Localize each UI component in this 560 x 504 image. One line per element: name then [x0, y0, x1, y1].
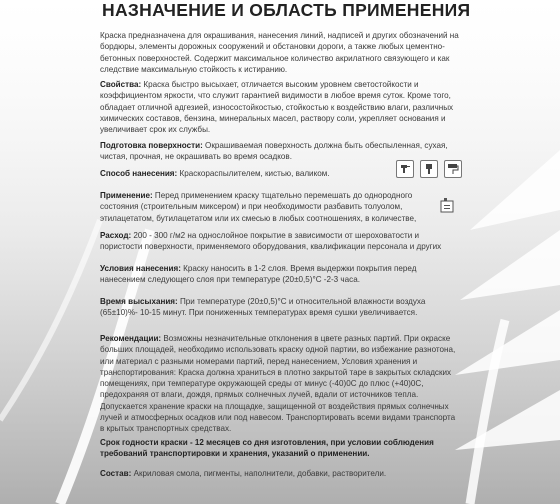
method-label: Способ нанесения: — [100, 169, 178, 178]
intro-paragraph: Краска предназначена для окрашивания, нанесения линий, надписей и других обозначений на бордюры, элементы дорожных сооружений и обстановки дороги, а также любых цементно-бетонных поверхностей. Содержит максимальное количество акрилатного связующего и как следствие максимальную стойкость к истиранию. — [100, 31, 459, 74]
recommendations-text: Возможны незначительные отклонения в цвете разных партий. При окраске больших площадей, необходимо использовать краску одной партии, во избежание разнотона, или материал с разными номерами партий, перед нанесением, Условия хранения и транспортирования: Краска должна храниться в плотно закрытой таре в закрытых складских помещениях, при температуре окружающей среды от минус (-40)0С до плюс (+40)0С, предохраняя от влаги, дождя, прямых солнечных лучей, вдали от источников тепла. Допускается хранение краски на площадке, защищенной от воздействия прямых солнечных лучей и атмосферных осадков или под навесом. Транспортировать всеми видами транспорта в крытых транспортных средствах. — [100, 334, 456, 434]
consumption-text: 200 - 300 г/м2 на однослойное покрытие в зависимости от шероховатости и пористости поверхности, применяемого оборудования, квалификации персонала и других — [100, 231, 442, 252]
drying-text: При температуре (20±0,5)°С и относительной влажности воздуха (65±10)%- 10-15 минут. При пониженных температурах время сушки увеличивается. — [100, 297, 426, 318]
properties-label: Свойства: — [100, 80, 142, 89]
application-section — [100, 190, 428, 224]
method-text: Краскораспылителем, кистью, валиком. — [177, 169, 330, 178]
properties-text: Краска быстро высыхает, отличается высоким уровнем светостойкости и коэффициентом яркости, что служит гарантией видимости в любое время суток. Кроме того, обладает отличной адгезией, износостойкостью, стойкостью к воздействию влаги, различных химических составов, бензина, минеральных масел, раствору соли, укрепляет основания и увеличивает срок их службы. — [100, 80, 454, 135]
roller-icon — [444, 160, 462, 178]
recommendations-section — [100, 333, 460, 435]
conditions-text: Краску наносить в 1-2 слоя. Время выдержки покрытия перед нанесением следующего слоя при температуре (20±0,5)°С -2-3 часа. — [100, 264, 417, 285]
properties-section — [100, 79, 460, 135]
conditions-section — [100, 263, 460, 286]
composition-text: Акриловая смола, пигменты, наполнители, добавки, растворители. — [131, 469, 387, 478]
page-title: НАЗНАЧЕНИЕ И ОБЛАСТЬ ПРИМЕНЕНИЯ — [102, 0, 471, 20]
consumption-label: Расход: — [100, 231, 132, 240]
conditions-label: Условия нанесения: — [100, 264, 181, 273]
application-label: Применение: — [100, 191, 153, 200]
drying-section — [100, 296, 460, 319]
composition-label: Состав: — [100, 469, 132, 478]
spray-gun-icon — [396, 160, 414, 178]
application-tools — [396, 160, 462, 178]
brush-icon — [420, 160, 438, 178]
consumption-section — [100, 230, 460, 253]
drying-label: Время высыхания: — [100, 297, 178, 306]
thinner-can-icon — [438, 196, 456, 214]
product-sheet — [100, 0, 471, 504]
recommendations-label: Рекомендации: — [100, 334, 162, 343]
application-text: Перед применением краску тщательно перемешать до однородного состояния (строительным миксером) и при необходимости разбавить толуолом, этилацетатом, бутилацетатом или их смесью в любых соотношениях, в количестве, — [100, 191, 417, 223]
shelf-life-text: Срок годности краски - 12 месяцев со дня изготовления, при условии соблюдения требований транспортировки и хранения, указаний о применении. — [100, 438, 434, 459]
surface-label: Подготовка поверхности: — [100, 141, 203, 150]
shelf-life-section — [100, 437, 460, 460]
composition-section — [100, 468, 460, 479]
surface-text: Окрашиваемая поверхность должна быть обеспыленная, сухая, чистая, прочная, не окрашивать во время осадков. — [100, 141, 448, 162]
